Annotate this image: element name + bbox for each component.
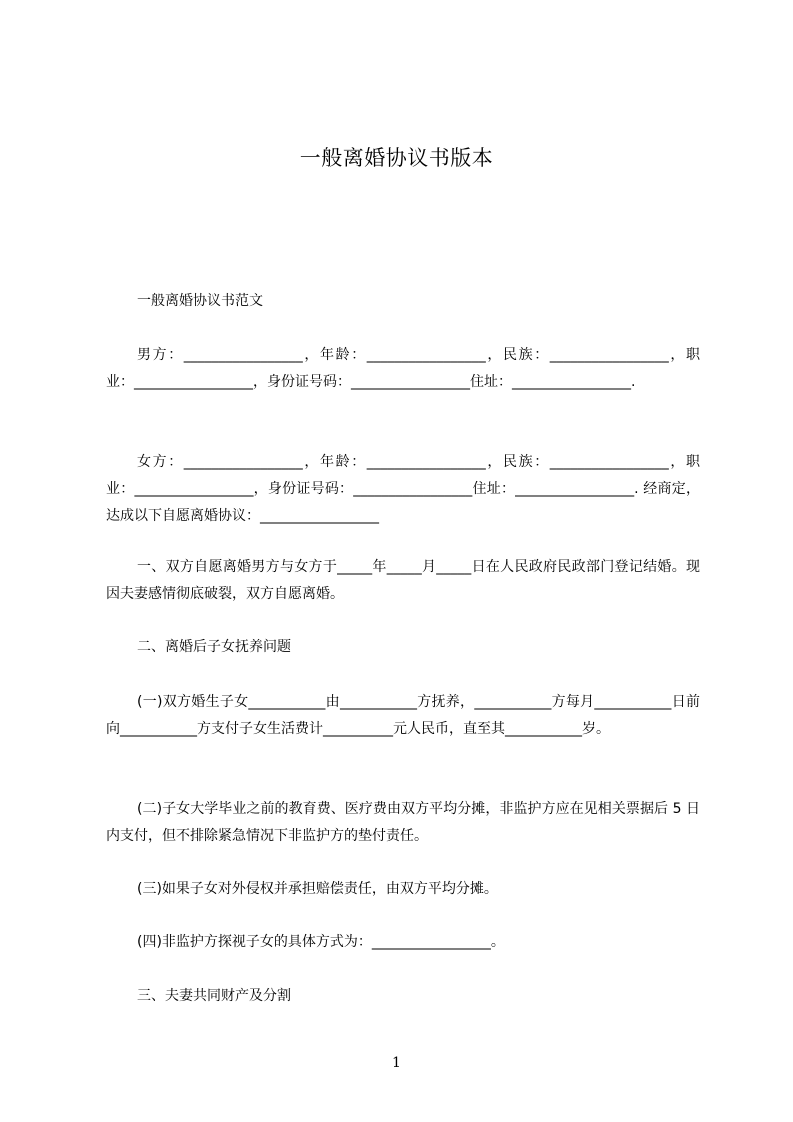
page-number: 1 — [392, 1055, 401, 1071]
clause-1-paragraph: 一、双方自愿离婚男方与女方于_____年_____月_____日在人民政府民政部门登记结婚。现因夫妻感情彻底破裂，双方自愿离婚。 — [106, 559, 700, 602]
clause-2-heading: 二、离婚后子女抚养问题 — [137, 639, 291, 655]
clause-3-heading: 三、夫妻共同财产及分割 — [137, 988, 291, 1004]
clause-2-1-paragraph: (一)双方婚生子女___________由___________方抚养，___________方每月___________日前向___________方支付子女生活费计__________元人民币，直至其___________岁。 — [106, 694, 700, 737]
clause-2-2-paragraph: (二)子女大学毕业之前的教育费、医疗费由双方平均分摊，非监护方应在见相关票据后 5 日内支付，但不排除紧急情况下非监护方的垫付责任。 — [106, 801, 700, 844]
document-title: 一般离婚协议书版本 — [299, 146, 494, 170]
document-subtitle: 一般离婚协议书范文 — [137, 293, 263, 309]
female-info-paragraph: 女方：_________________，年龄：_________________，民族：_________________，职业：_________________，身份证号码：_________________住址：_________________. 经商定，达成以下自愿离婚协议：_________________ — [106, 454, 700, 524]
clause-2-4-paragraph: (四)非监护方探视子女的具体方式为：_________________。 — [137, 934, 505, 950]
male-info-paragraph: 男方：_________________，年龄：_________________，民族：_________________，职业：_________________，身份证号码：_________________住址：_________________. — [106, 347, 700, 390]
clause-2-3-paragraph: (三)如果子女对外侵权并承担赔偿责任，由双方平均分摊。 — [137, 881, 498, 897]
